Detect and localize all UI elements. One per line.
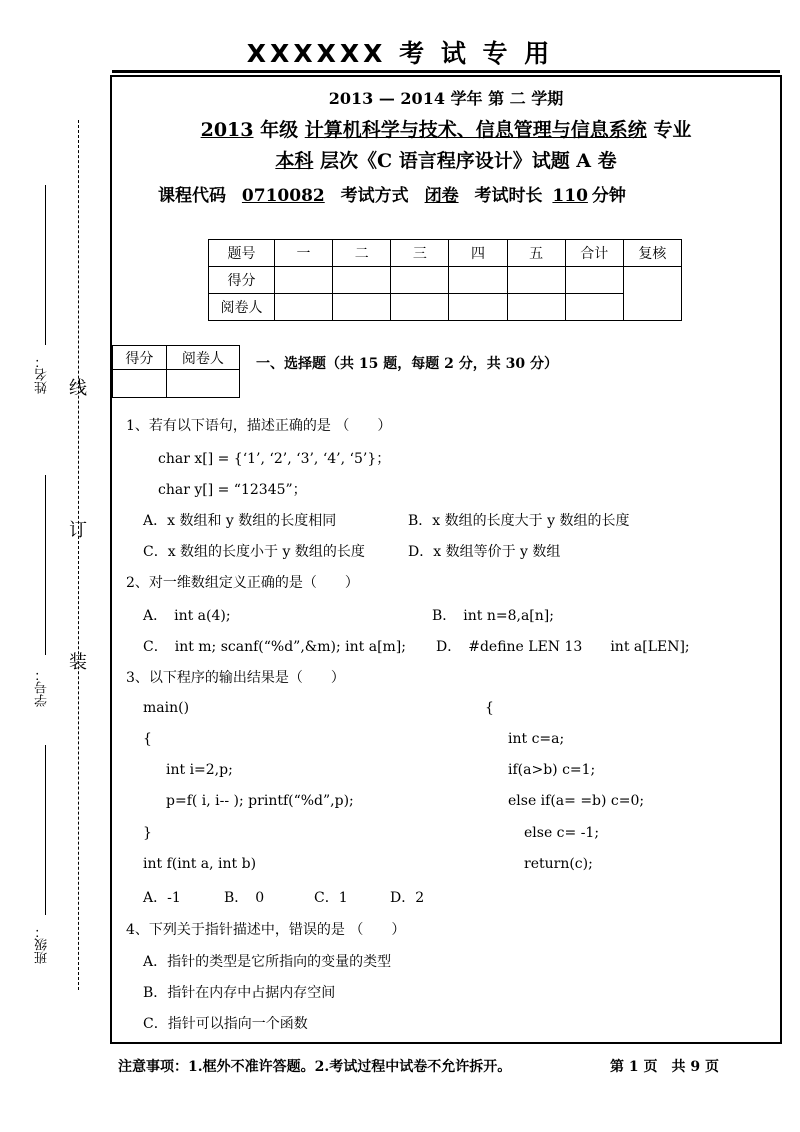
id-field-line bbox=[45, 475, 46, 655]
q3-code-left: int f(int a, int b) bbox=[143, 856, 257, 872]
grader-cell[interactable] bbox=[333, 294, 391, 321]
q4-stem: 4、下列关于指针描述中，错误的是 （ ） bbox=[126, 922, 406, 938]
level-course-line bbox=[112, 146, 780, 173]
exam-mode-label: 考试方式 bbox=[340, 186, 409, 206]
q1-code-line: char y[] = “12345”； bbox=[158, 482, 307, 498]
binding-dashed-line bbox=[78, 120, 79, 990]
section-score-box bbox=[112, 345, 240, 398]
q1-option-a: A．x 数组和 y 数组的长度相同 bbox=[143, 513, 337, 529]
section-score-cell[interactable] bbox=[113, 370, 167, 398]
score-header-cell: 三 bbox=[391, 240, 449, 267]
q3-option-a: A．-1 bbox=[143, 890, 181, 906]
grade-label: 年级 bbox=[253, 119, 305, 141]
level-value: 本科 bbox=[275, 150, 314, 172]
q2-option-a: A． int a(4); bbox=[143, 608, 231, 624]
grader-cell[interactable] bbox=[391, 294, 449, 321]
binding-char-ding: 订 bbox=[66, 520, 87, 538]
section-score-header: 得分 bbox=[113, 346, 167, 370]
grader-cell[interactable] bbox=[449, 294, 507, 321]
score-header-cell: 复核 bbox=[623, 240, 681, 267]
major-suffix: 专业 bbox=[646, 119, 692, 141]
grade-major-line bbox=[112, 115, 780, 142]
section-grader-cell[interactable] bbox=[166, 370, 239, 398]
course-code-label: 课程代码 bbox=[158, 186, 226, 206]
score-row-label: 得分 bbox=[209, 267, 275, 294]
score-cell[interactable] bbox=[391, 267, 449, 294]
q3-option-c: C．1 bbox=[314, 890, 348, 906]
id-label: 学号： bbox=[35, 668, 50, 707]
grader-cell[interactable] bbox=[507, 294, 565, 321]
q1-stem: 1、若有以下语句，描述正确的是 （ ） bbox=[126, 418, 392, 434]
grader-cell[interactable] bbox=[274, 294, 332, 321]
q4-option-b: B．指针在内存中占据内存空间 bbox=[143, 985, 336, 1001]
header-rule bbox=[112, 70, 780, 73]
q3-code-right: { bbox=[485, 700, 494, 716]
q3-code-left: int i=2,p; bbox=[166, 762, 233, 778]
score-header-cell: 合计 bbox=[565, 240, 623, 267]
score-header-cell: 题号 bbox=[209, 240, 275, 267]
grade-year: 2013 bbox=[200, 119, 254, 141]
score-header-cell: 一 bbox=[274, 240, 332, 267]
section1-title: 一、选择题（共 15 题，每题 2 分，共 30 分） bbox=[256, 356, 558, 372]
q3-code-left: } bbox=[143, 825, 152, 841]
course-code: 0710082 bbox=[241, 186, 325, 206]
duration-unit: 分钟 bbox=[591, 186, 626, 206]
q3-code-right: else c= -1; bbox=[524, 825, 600, 841]
score-table bbox=[208, 239, 682, 321]
score-cell[interactable] bbox=[507, 267, 565, 294]
page-number: 第 1 页 共 9 页 bbox=[610, 1059, 719, 1075]
binding-char-line: 线 bbox=[66, 378, 87, 396]
q3-code-left: p=f( i, i-- ); printf(“%d”,p); bbox=[166, 793, 354, 809]
duration-label: 考试时长 bbox=[474, 186, 543, 206]
major-name: 计算机科学与技术、信息管理与信息系统 bbox=[304, 119, 647, 141]
score-cell[interactable] bbox=[274, 267, 332, 294]
q3-code-right: else if(a= =b) c=0; bbox=[508, 793, 645, 809]
q4-option-c: C．指针可以指向一个函数 bbox=[143, 1016, 308, 1032]
score-header-cell: 四 bbox=[449, 240, 507, 267]
class-field-line bbox=[45, 745, 46, 915]
course-title: 层次《C 语言程序设计》试题 A 卷 bbox=[313, 150, 617, 172]
review-cell[interactable] bbox=[623, 267, 681, 321]
name-label: 姓名： bbox=[35, 355, 50, 394]
q1-option-d: D．x 数组等价于 y 数组 bbox=[408, 544, 561, 560]
score-header-cell: 二 bbox=[333, 240, 391, 267]
score-cell[interactable] bbox=[449, 267, 507, 294]
footer-notice: 注意事项：1.框外不准许答题。2.考试过程中试卷不允许拆开。 bbox=[118, 1059, 512, 1075]
q3-code-right: if(a>b) c=1; bbox=[508, 762, 596, 778]
q4-option-a: A．指针的类型是它所指向的变量的类型 bbox=[143, 954, 392, 970]
score-row-label: 阅卷人 bbox=[209, 294, 275, 321]
exam-mode: 闭卷 bbox=[424, 186, 459, 206]
q3-option-d: D．2 bbox=[390, 890, 425, 906]
q3-code-right: return(c); bbox=[524, 856, 593, 872]
duration-value: 110 bbox=[552, 186, 588, 206]
q3-stem: 3、以下程序的输出结果是（ ） bbox=[126, 670, 345, 686]
semester-line: 2013 — 2014 学年 第 二 学期 bbox=[328, 89, 564, 108]
q3-code-left: { bbox=[143, 731, 152, 747]
grader-cell[interactable] bbox=[565, 294, 623, 321]
course-info-line bbox=[158, 181, 626, 206]
exam-header-title: XXXXXX 考 试 专 用 bbox=[246, 39, 554, 68]
q2-option-c: C． int m; scanf(“%d”,&m); int a[m]; bbox=[143, 639, 406, 655]
class-label: 班级： bbox=[35, 925, 50, 964]
q1-code-line: char x[] = {‘1’, ‘2’, ‘3’, ‘4’, ‘5’}； bbox=[158, 451, 391, 467]
score-cell[interactable] bbox=[333, 267, 391, 294]
q1-option-b: B．x 数组的长度大于 y 数组的长度 bbox=[408, 513, 630, 529]
score-header-cell: 五 bbox=[507, 240, 565, 267]
binding-char-zhuang: 装 bbox=[66, 652, 87, 670]
section-grader-header: 阅卷人 bbox=[166, 346, 239, 370]
q2-stem: 2、对一维数组定义正确的是（ ） bbox=[126, 575, 359, 591]
q3-option-b: B． 0 bbox=[224, 890, 265, 906]
q2-option-d: D． #define LEN 13 int a[LEN]; bbox=[436, 639, 690, 655]
score-cell[interactable] bbox=[565, 267, 623, 294]
q3-code-left: main() bbox=[143, 700, 190, 716]
q1-option-c: C．x 数组的长度小于 y 数组的长度 bbox=[143, 544, 365, 560]
name-field-line bbox=[45, 185, 46, 345]
q3-code-right: int c=a; bbox=[508, 731, 565, 747]
q2-option-b: B． int n=8,a[n]; bbox=[432, 608, 554, 624]
